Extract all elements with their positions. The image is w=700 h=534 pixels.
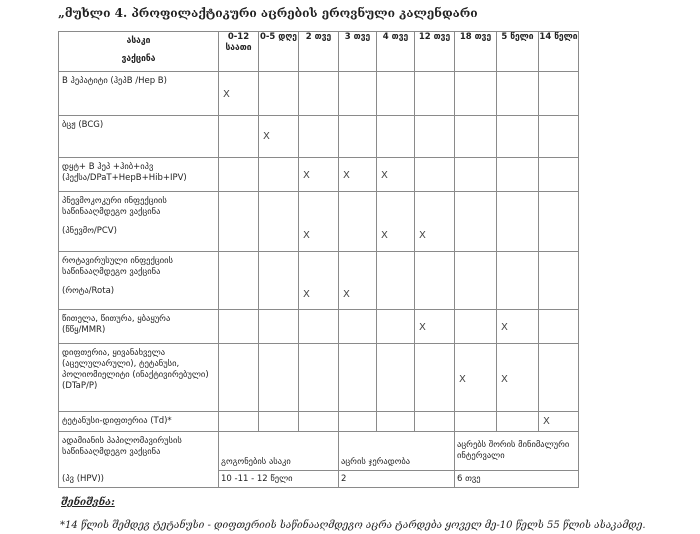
- scheduled-mark: X: [303, 230, 310, 241]
- scheduled-mark: X: [501, 374, 508, 385]
- scheduled-mark: X: [303, 289, 310, 300]
- schedule-cell: [497, 412, 539, 432]
- schedule-cell: [259, 310, 299, 344]
- schedule-cell: [339, 412, 377, 432]
- schedule-cell: [497, 72, 539, 116]
- scheduled-mark: X: [381, 170, 388, 181]
- schedule-cell: [219, 192, 259, 252]
- vaccine-name-line: დიფთერია, ყივანახველა: [62, 348, 166, 358]
- header-vaccine-label: ვაქცინა: [121, 54, 156, 64]
- schedule-cell: [339, 72, 377, 116]
- schedule-cell: [299, 192, 339, 252]
- schedule-cell: [219, 412, 259, 432]
- schedule-cell: [377, 252, 415, 310]
- schedule-cell: [339, 252, 377, 310]
- schedule-cell: [539, 412, 579, 432]
- schedule-cell: [377, 344, 415, 412]
- schedule-cell: [455, 192, 497, 252]
- vaccine-name: [59, 192, 219, 252]
- scheduled-mark: X: [419, 230, 426, 241]
- scheduled-mark: X: [303, 170, 310, 181]
- note-text: *14 წლის შემდეგ ტეტანუსი - დიფთერიის საწინააღმდეგო აცრა ტარდება ყოველ მე-10 წელს 55 წლის ასაკამდე.: [60, 520, 646, 531]
- schedule-cell: [455, 252, 497, 310]
- schedule-cell: [455, 72, 497, 116]
- header-age-label: ასაკი: [126, 36, 151, 46]
- vaccine-name: [59, 412, 219, 432]
- schedule-cell: [455, 412, 497, 432]
- schedule-cell: [299, 252, 339, 310]
- vaccine-name: [59, 252, 219, 310]
- schedule-cell: [455, 344, 497, 412]
- vaccine-row: [59, 412, 579, 432]
- schedule-cell: [455, 158, 497, 192]
- schedule-cell: [299, 412, 339, 432]
- schedule-cell: [219, 116, 259, 158]
- vaccine-name: [59, 158, 219, 192]
- schedule-cell: [539, 72, 579, 116]
- vaccine-name-line: საწინააღმდეგო ვაქცინა: [62, 267, 161, 277]
- vaccine-name-line: (პნევმო/PCV): [62, 226, 117, 236]
- schedule-cell: [259, 252, 299, 310]
- scheduled-mark: X: [459, 374, 466, 385]
- schedule-cell: [339, 310, 377, 344]
- scheduled-mark: X: [501, 322, 508, 333]
- schedule-cell: [299, 116, 339, 158]
- hpv-col1-top: გოგონების ასაკი: [219, 432, 339, 471]
- schedule-cell: [415, 72, 455, 116]
- schedule-cell: [259, 344, 299, 412]
- schedule-cell: [539, 310, 579, 344]
- header-age-5: 12 თვე: [415, 32, 455, 72]
- scheduled-mark: X: [543, 416, 550, 427]
- scheduled-mark: X: [419, 322, 426, 333]
- vaccine-name-line: (წწყ/MMR): [62, 325, 106, 335]
- schedule-cell: [539, 192, 579, 252]
- schedule-cell: [377, 310, 415, 344]
- schedule-cell: [497, 344, 539, 412]
- vaccine-name-line: B ჰეპატიტი (ჰეპB /Hep B): [62, 76, 167, 86]
- schedule-cell: [455, 310, 497, 344]
- hpv-col2-top: აცრის ჯერადობა: [339, 432, 455, 471]
- vaccine-name-line: წითელა, წითურა, ყბაყურა: [62, 314, 171, 324]
- hpv-name-line: ადამიანის პაპილომავირუსის: [62, 436, 182, 446]
- schedule-cell: [497, 192, 539, 252]
- schedule-cell: [339, 116, 377, 158]
- schedule-cell: [497, 310, 539, 344]
- header-age-3: 3 თვე: [339, 32, 377, 72]
- vaccine-name-line: (როტა/Rota): [62, 286, 115, 296]
- schedule-cell: [259, 192, 299, 252]
- hpv-row: [59, 432, 579, 471]
- vaccine-name-line: [62, 278, 215, 286]
- schedule-cell: [377, 192, 415, 252]
- vaccine-name: [59, 72, 219, 116]
- vaccine-name: [59, 344, 219, 412]
- scheduled-mark: X: [381, 230, 388, 241]
- schedule-cell: [377, 412, 415, 432]
- schedule-cell: [299, 72, 339, 116]
- vaccine-row: [59, 344, 579, 412]
- header-age-vaccine: [59, 32, 219, 72]
- hpv-name-line: საწინააღმდეგო ვაქცინა: [62, 447, 161, 457]
- schedule-cell: [539, 116, 579, 158]
- schedule-cell: [339, 192, 377, 252]
- vaccine-name-line: ტეტანუსი-დიფთერია (Td)*: [62, 416, 172, 426]
- scheduled-mark: X: [223, 89, 230, 100]
- schedule-cell: [539, 252, 579, 310]
- schedule-cell: [219, 344, 259, 412]
- schedule-cell: [299, 158, 339, 192]
- scheduled-mark: X: [343, 289, 350, 300]
- schedule-cell: [219, 252, 259, 310]
- vaccine-row: [59, 252, 579, 310]
- hpv-col3-top: აცრებს შორის მინიმალური ინტერვალი: [455, 432, 579, 471]
- note-label: შენიშვნა:: [61, 497, 115, 508]
- schedule-cell: [339, 344, 377, 412]
- schedule-cell: [415, 116, 455, 158]
- schedule-cell: [259, 158, 299, 192]
- hpv-col1-bottom: 10 -11 - 12 წელი: [219, 471, 339, 488]
- schedule-cell: [415, 344, 455, 412]
- scheduled-mark: X: [343, 170, 350, 181]
- vaccine-name-line: (აცელულარული), ტეტანუსი,: [62, 359, 180, 369]
- schedule-cell: [497, 252, 539, 310]
- hpv-vaccine-name: [59, 432, 219, 488]
- header-age-4: 4 თვე: [377, 32, 415, 72]
- vaccine-name-line: (DTaP/P): [62, 381, 98, 391]
- schedule-cell: [377, 72, 415, 116]
- vaccine-row: [59, 310, 579, 344]
- vaccine-name-line: (ჰექსა/DPaT+HepB+Hib+IPV): [62, 173, 187, 183]
- vaccine-row: [59, 116, 579, 158]
- schedule-cell: [377, 158, 415, 192]
- schedule-cell: [339, 158, 377, 192]
- schedule-cell: [299, 310, 339, 344]
- schedule-cell: [377, 116, 415, 158]
- header-age-8: 14 წელი: [539, 32, 579, 72]
- schedule-cell: [539, 158, 579, 192]
- schedule-cell: [219, 158, 259, 192]
- schedule-cell: [415, 192, 455, 252]
- schedule-cell: [219, 72, 259, 116]
- header-age-2: 2 თვე: [299, 32, 339, 72]
- vaccine-name-line: პოლიომიელიტი (ინაქტივირებული): [62, 370, 209, 380]
- vaccine-name-line: [62, 218, 215, 226]
- vaccine-name-line: საწინააღმდეგო ვაქცინა: [62, 207, 161, 217]
- schedule-cell: [455, 116, 497, 158]
- vaccine-row: [59, 158, 579, 192]
- schedule-cell: [415, 252, 455, 310]
- page-title: „მუხლი 4. პროფილაქტიკური აცრების ეროვნული კალენდარი: [58, 6, 478, 20]
- hpv-col2-bottom: 2: [339, 471, 455, 488]
- vaccine-row: [59, 72, 579, 116]
- vaccine-name: [59, 116, 219, 158]
- vaccine-name-line: ბცჟ (BCG): [62, 120, 104, 130]
- schedule-cell: [497, 116, 539, 158]
- vaccine-name-line: როტავირუსული ინფექციის: [62, 256, 173, 266]
- schedule-cell: [415, 412, 455, 432]
- schedule-cell: [415, 310, 455, 344]
- vaccine-row: [59, 192, 579, 252]
- schedule-cell: [415, 158, 455, 192]
- schedule-cell: [259, 72, 299, 116]
- schedule-cell: [259, 116, 299, 158]
- header-age-1: 0-5 დღე: [259, 32, 299, 72]
- header-age-7: 5 წელი: [497, 32, 539, 72]
- schedule-cell: [299, 344, 339, 412]
- vaccine-name-line: პნევმოკოკური ინფექციის: [62, 196, 167, 206]
- vaccine-name-line: დყტ+ B ჰეპ +ჰიბ+იპვ: [62, 162, 154, 172]
- schedule-cell: [219, 310, 259, 344]
- schedule-cell: [259, 412, 299, 432]
- scheduled-mark: X: [263, 131, 270, 142]
- vaccination-calendar-table: [58, 31, 579, 488]
- hpv-col3-bottom: 6 თვე: [455, 471, 579, 488]
- schedule-cell: [497, 158, 539, 192]
- schedule-cell: [539, 344, 579, 412]
- header-age-0: 0-12 საათი: [219, 32, 259, 72]
- header-age-6: 18 თვე: [455, 32, 497, 72]
- hpv-short-name: (პვ (HPV)): [62, 474, 104, 484]
- vaccine-name: [59, 310, 219, 344]
